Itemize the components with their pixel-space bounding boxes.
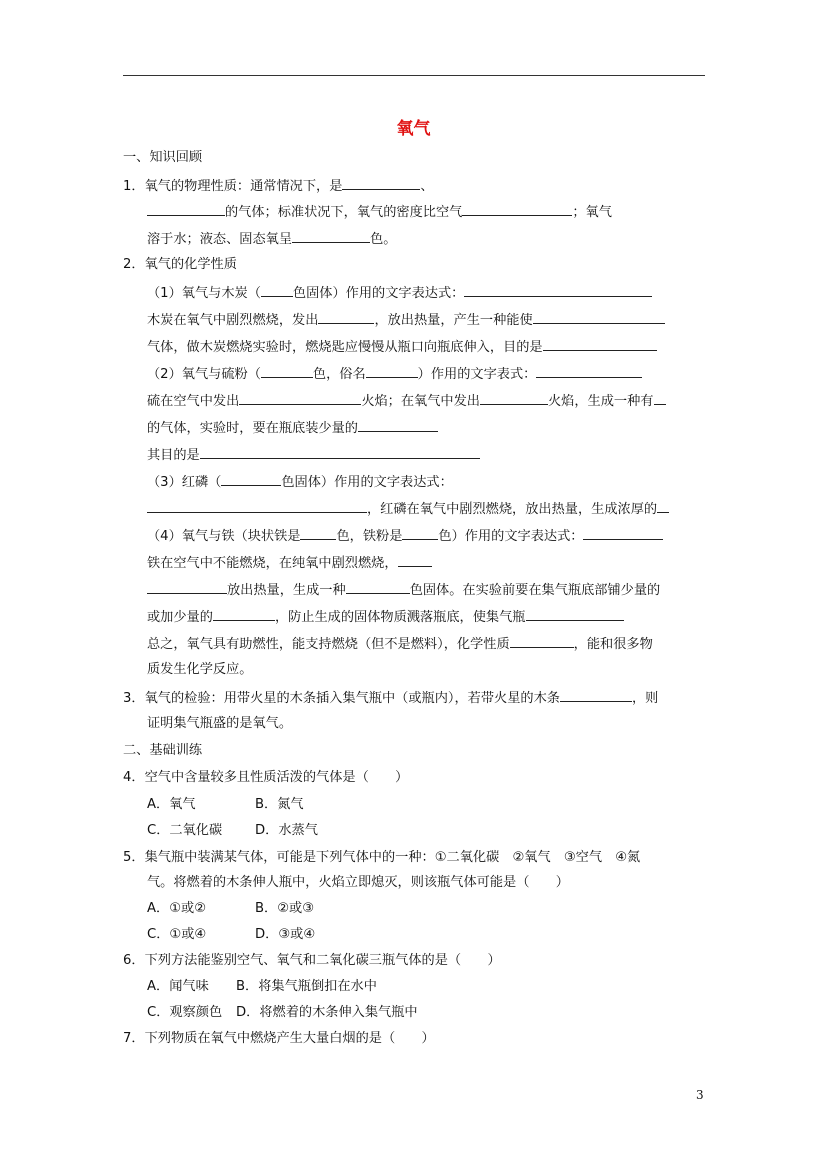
option-c: C．二氧化碳 <box>147 823 223 838</box>
question-line: 硫在空气中发出 火焰；在氧气中发出 火焰，生成一种有 <box>147 391 666 411</box>
question-line: 的气体，实验时，要在瓶底装少量的 <box>147 418 438 438</box>
question-line: （1）氧气与木炭（ 色固体）作用的文字表达式： <box>147 283 652 303</box>
question-line: （3）红磷（ 色固体）作用的文字表达式： <box>147 472 453 492</box>
question-line: （4）氧气与铁（块状铁是 色，铁粉是 色）作用的文字表达式： <box>147 526 663 546</box>
question-line: 证明集气瓶盛的是氧气。 <box>147 716 293 731</box>
page-number: 3 <box>696 1088 704 1102</box>
page-title: 氧气 <box>396 119 431 139</box>
question-line: 木炭在氧气中剧烈燃烧，发出 ，放出热量，产生一种能使 <box>147 310 665 330</box>
question-line: 铁在空气中不能燃烧，在纯氧中剧烈燃烧， <box>147 553 432 573</box>
option-d: D．水蒸气 <box>255 823 318 838</box>
option-b: B．②或③ <box>255 901 315 916</box>
question-line: 1．氧气的物理性质：通常情况下，是 、 <box>123 176 434 196</box>
option-b: B．氮气 <box>255 797 304 812</box>
option-a: A．闻气味 <box>147 979 209 994</box>
question-line: 气体，做木炭燃烧实验时，燃烧匙应慢慢从瓶口向瓶底伸入，目的是 <box>147 337 657 357</box>
header-rule <box>123 75 705 76</box>
question-line: 2．氧气的化学性质 <box>123 257 237 272</box>
question-line: 7．下列物质在氧气中燃烧产生大量白烟的是（ ） <box>123 1031 435 1046</box>
question-line: 其目的是 <box>147 445 480 465</box>
question-line: 4．空气中含量较多且性质活泼的气体是（ ） <box>123 770 409 785</box>
question-line: 3．氧气的检验：用带火星的木条插入集气瓶中（或瓶内），若带火星的木条 ，则 <box>123 688 658 708</box>
section-heading: 二、基础训练 <box>123 743 203 758</box>
question-line: 或加少量的 ，防止生成的固体物质溅落瓶底，使集气瓶 <box>147 607 624 627</box>
question-line: 气。将燃着的木条伸人瓶中，火焰立即熄灭，则该瓶气体可能是（ ） <box>147 875 569 890</box>
option-c: C．①或④ <box>147 927 207 942</box>
option-c: C．观察颜色 <box>147 1005 223 1020</box>
option-d: D．③或④ <box>255 927 316 942</box>
question-line: 总之，氧气具有助燃性，能支持燃烧（但不是燃料），化学性质 ，能和很多物 <box>147 634 653 654</box>
option-a: A．①或② <box>147 901 207 916</box>
option-a: A．氧气 <box>147 797 196 812</box>
question-line: 6．下列方法能鉴别空气、氧气和二氧化碳三瓶气体的是（ ） <box>123 953 501 968</box>
option-b: B．将集气瓶倒扣在水中 <box>236 979 377 994</box>
question-line: 5．集气瓶中装满某气体，可能是下列气体中的一种：①二氧化碳 ②氧气 ③空气 ④氮 <box>123 850 641 865</box>
question-line: 放出热量，生成一种 色固体。在实验前要在集气瓶底部铺少量的 <box>147 580 660 600</box>
question-line: 溶于水；液态、固态氧呈 色。 <box>147 229 396 249</box>
question-line: 的气体；标准状况下，氧气的密度比空气 ；氧气 <box>147 202 612 222</box>
section-heading: 一、知识回顾 <box>123 150 203 165</box>
question-line: 质发生化学反应。 <box>147 662 253 677</box>
question-line: ，红磷在氧气中剧烈燃烧，放出热量，生成浓厚的 <box>147 499 669 519</box>
option-d: D．将燃着的木条伸入集气瓶中 <box>236 1005 418 1020</box>
question-line: （2）氧气与硫粉（ 色，俗名 ）作用的文字表式： <box>147 364 642 384</box>
